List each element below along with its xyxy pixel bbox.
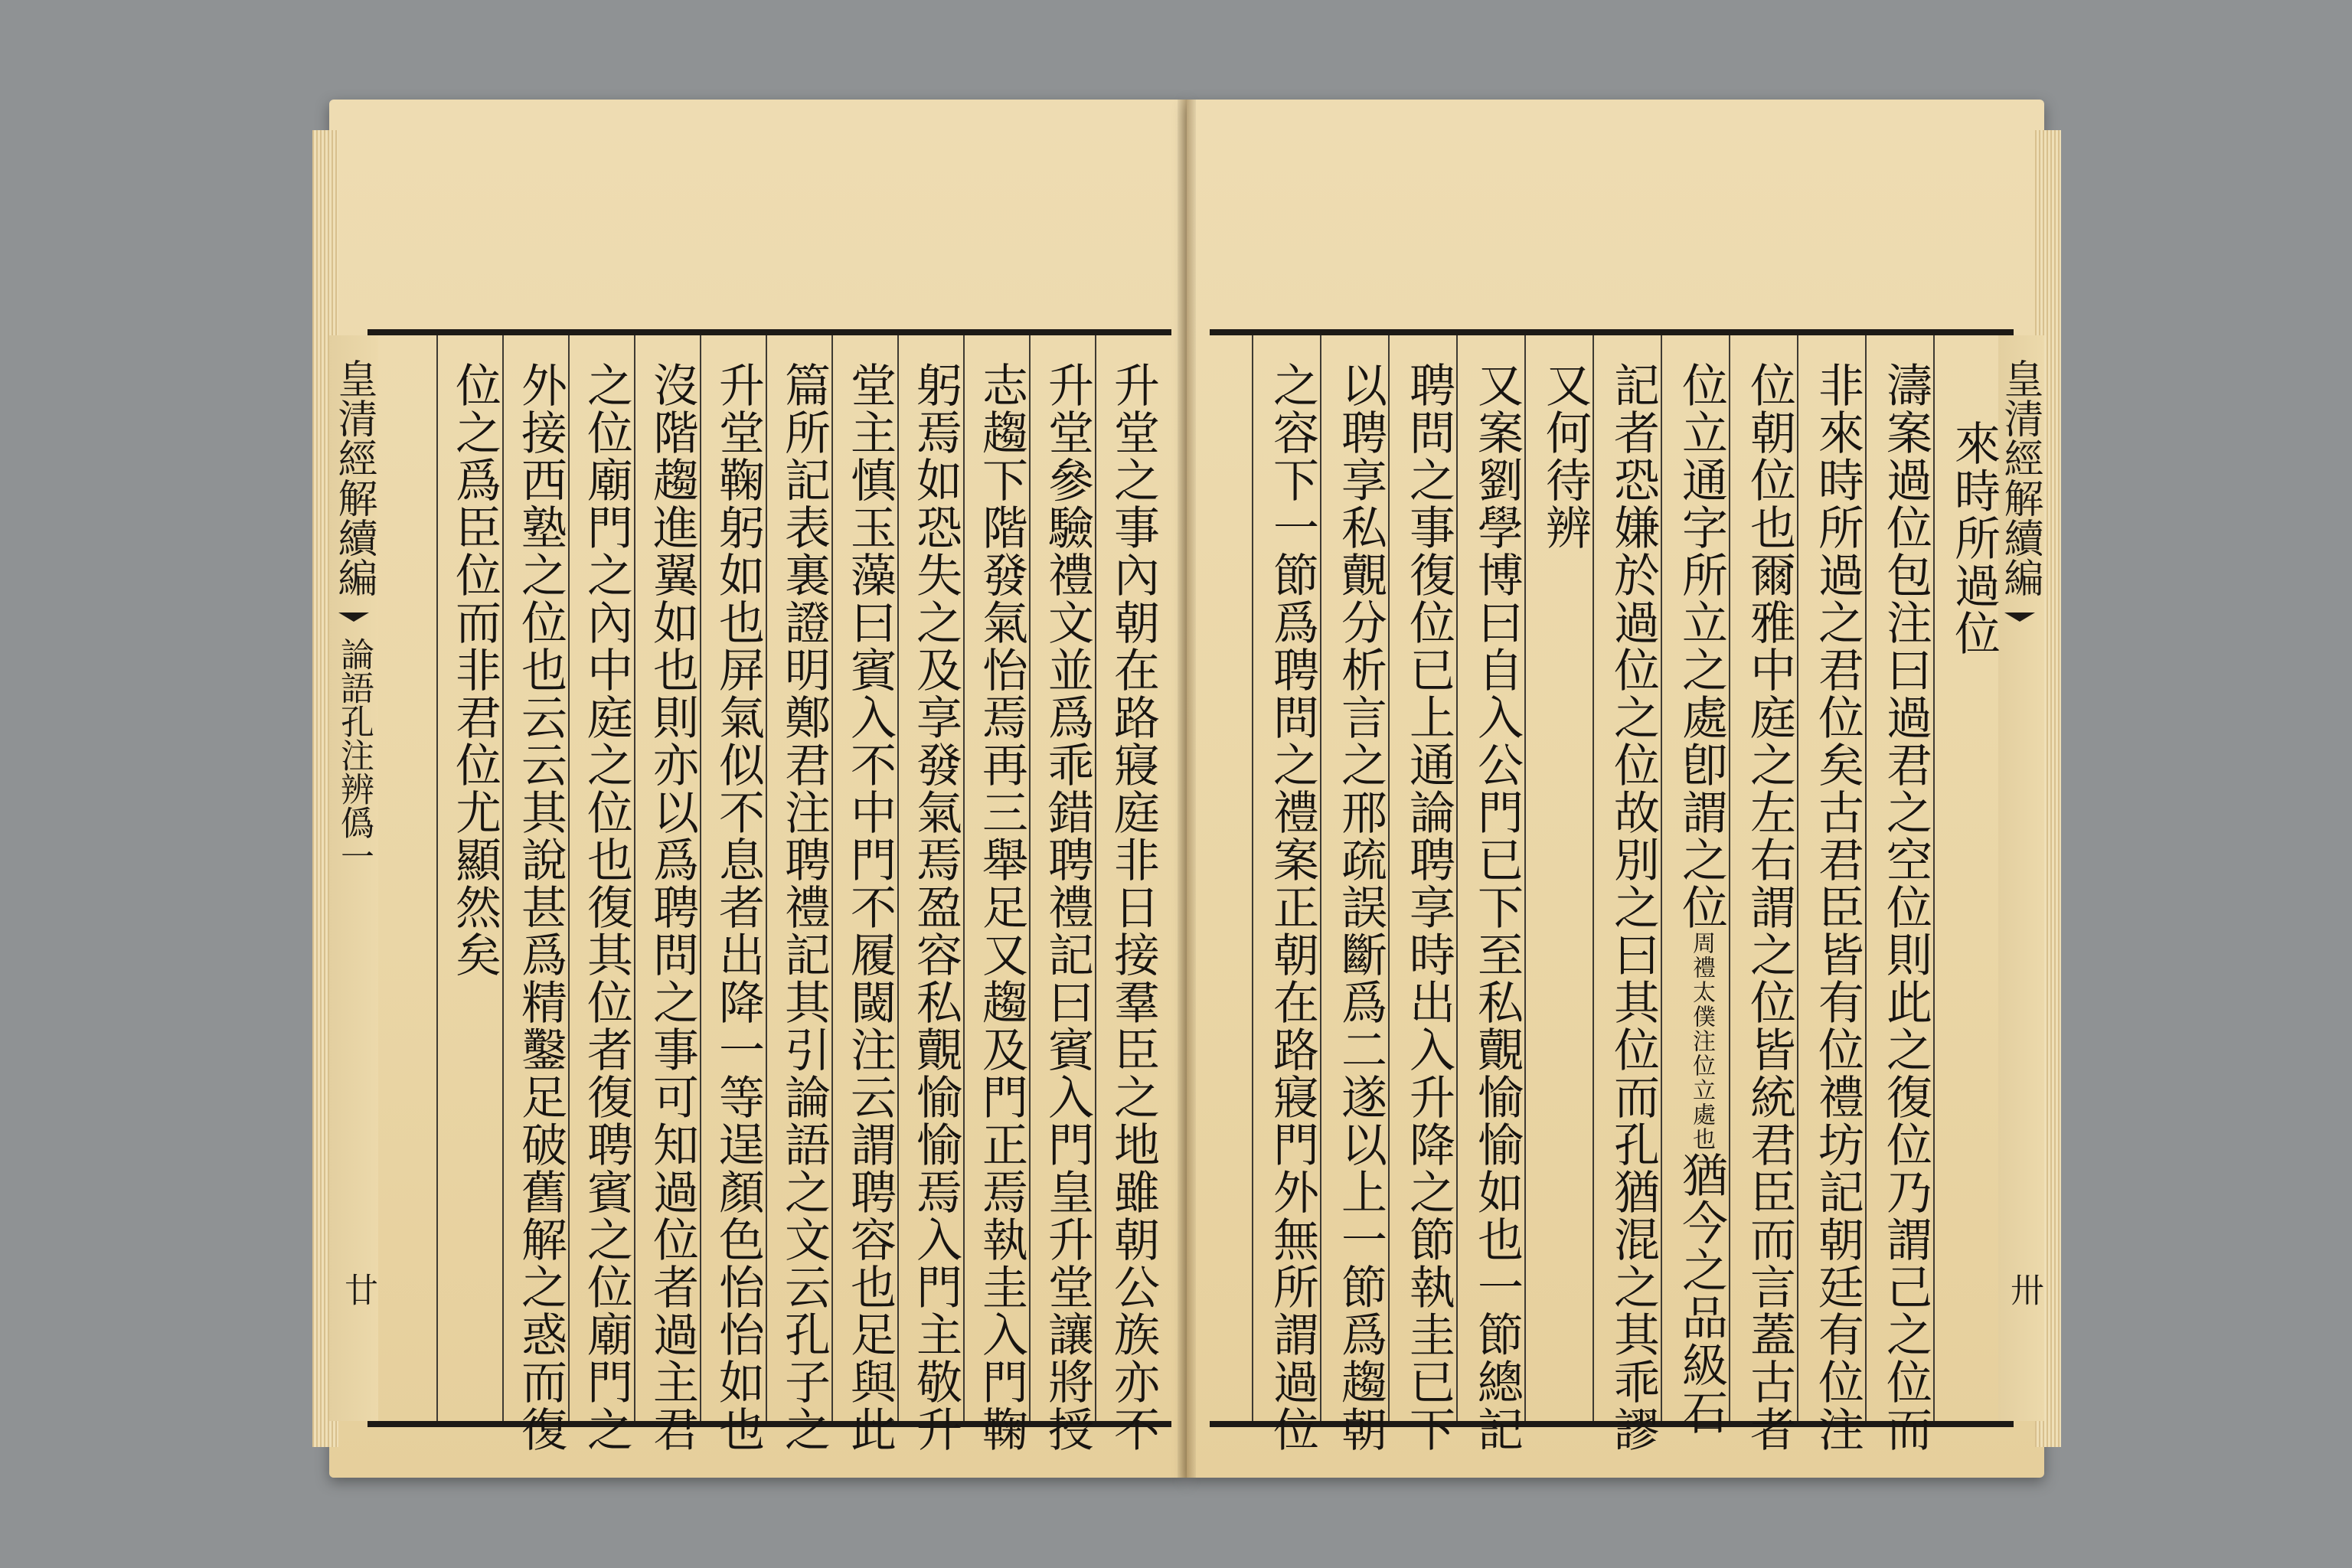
left-text-frame	[331, 329, 1171, 1453]
right-page	[1187, 100, 2044, 1478]
text-column	[1933, 335, 2003, 1421]
text-column	[700, 335, 767, 1453]
column-text: 升堂鞠躬如也屏氣似不息者出降一等逞顏色怡怡如也	[711, 361, 765, 1453]
text-column	[1524, 335, 1594, 1421]
text-column	[963, 335, 1031, 1453]
column-text	[1390, 361, 1458, 1453]
banxin-title: 皇清經解續編	[331, 358, 377, 597]
column-text: 躬焉如恐失之及享發氣焉盈容私覿愉愉焉入門主敬升	[909, 361, 962, 1453]
left-columns	[331, 335, 1171, 1453]
text-column	[1797, 335, 1867, 1453]
column-text	[1730, 361, 1798, 1453]
column-text	[1662, 361, 1730, 1436]
column-text: 升堂參驗禮文並爲乖錯聘禮記曰賓入門皇升堂讓將授	[1040, 361, 1094, 1453]
text-column	[831, 335, 899, 1453]
fishtail-mark	[2004, 612, 2035, 622]
text-column	[1388, 335, 1458, 1453]
interlinear-note: 周禮太僕注位立處也	[1688, 931, 1715, 1152]
column-text	[1321, 361, 1390, 1453]
column-text	[1458, 361, 1526, 1453]
text-column	[1095, 335, 1162, 1453]
column-text: 之位廟門之內中庭之位也復其位者復聘賓之位廟門之	[580, 361, 633, 1453]
column-text	[1526, 361, 1594, 1372]
column-text: 外接西塾之位也云云其說甚爲精鑿足破舊解之惑而復	[514, 361, 567, 1453]
column-main-text: 濤案過位包注曰過君之空位則此之復位乃謂己之位而	[1879, 361, 1932, 1453]
text-column	[1729, 335, 1798, 1453]
column-main-text: 又案劉學博曰自入公門已下至私覿愉愉如也一節總記	[1470, 361, 1524, 1453]
text-column	[1865, 335, 1935, 1453]
left-page	[329, 100, 1187, 1478]
text-column	[897, 335, 965, 1453]
text-column	[634, 335, 701, 1453]
column-text	[1798, 361, 1867, 1453]
banxin-leaf-number: 卅	[2004, 1272, 2043, 1306]
text-column	[1029, 335, 1096, 1453]
text-column	[568, 335, 635, 1453]
column-main-text: 又何待辨	[1538, 361, 1592, 551]
column-main-text: 之容下一節爲聘問之禮案正朝在路寢門外無所謂過位	[1266, 361, 1319, 1453]
right-text-frame	[1210, 329, 2043, 1453]
text-column	[1456, 335, 1526, 1453]
fishtail-mark	[338, 612, 369, 622]
text-column	[1320, 335, 1390, 1453]
column-text-after-note: 猶今之品級石	[1674, 1152, 1728, 1436]
banxin-title: 皇清經解續編	[1997, 358, 2043, 597]
column-text	[1253, 361, 1321, 1453]
column-text	[1935, 420, 2003, 1430]
right-banxin	[1998, 335, 2044, 1421]
text-column	[436, 335, 504, 1421]
column-main-text: 位立通字所立之處卽謂之位	[1674, 361, 1728, 931]
column-main-text: 非來時所過之君位矣古君臣皆有位禮坊記朝廷有位注	[1811, 361, 1864, 1453]
column-text: 堂主慎玉藻曰賓入不中門不履閾注云謂聘容也足與此	[843, 361, 897, 1453]
text-column	[502, 335, 570, 1453]
banxin-leaf-number: 廿	[338, 1272, 377, 1306]
open-book	[329, 100, 2044, 1478]
text-column	[1661, 335, 1730, 1436]
column-text	[1594, 361, 1662, 1453]
text-column	[1592, 335, 1662, 1453]
left-banxin	[329, 335, 378, 1421]
column-main-text: 來時所過位	[1947, 420, 2001, 657]
column-text: 沒階趨進翼如也則亦以爲聘問之事可知過位者過主君	[645, 361, 699, 1453]
column-main-text: 記者恐嫌於過位之位故別之曰其位而孔猶混之其乖謬	[1606, 361, 1660, 1453]
right-columns	[1210, 335, 2043, 1453]
banxin-section: 論語孔注辨僞一	[335, 637, 374, 873]
column-text: 篇所記表裏證明鄭君注聘禮記其引論語之文云孔子之	[777, 361, 831, 1453]
book-gutter	[1178, 100, 1196, 1478]
column-text: 位之爲臣位而非君位尤顯然矣	[448, 361, 501, 978]
column-text	[1867, 361, 1935, 1453]
column-text: 升堂之事內朝在路寢庭非日接羣臣之地雖朝公族亦不	[1106, 361, 1160, 1453]
text-column	[766, 335, 833, 1453]
text-column	[1252, 335, 1321, 1453]
column-text: 志趨下階發氣怡焉再三舉足又趨及門正焉執圭入門鞠	[975, 361, 1028, 1453]
column-main-text: 位朝位也爾雅中庭之左右謂之位皆統君臣而言蓋古者	[1743, 361, 1796, 1453]
column-main-text: 以聘享私覿分析言之邢疏誤斷爲二遂以上一節爲趨朝	[1334, 361, 1387, 1453]
column-main-text: 聘問之事復位已上通論聘享時出入升降之節執圭已下	[1402, 361, 1455, 1453]
